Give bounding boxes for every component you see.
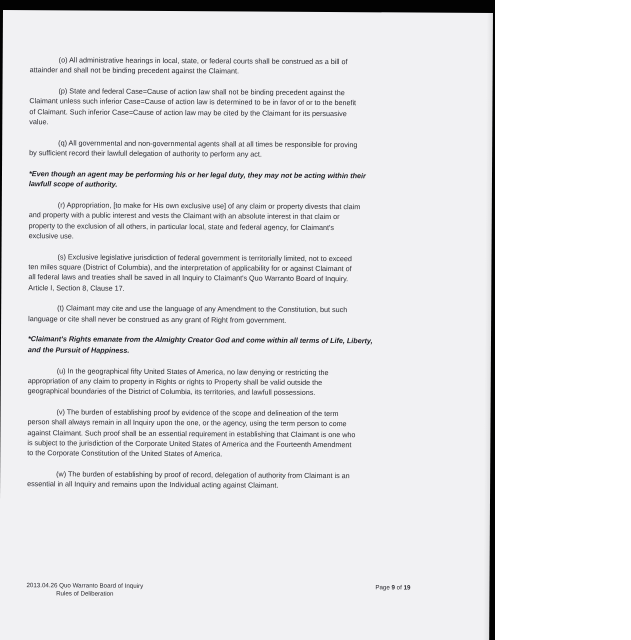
paragraph-t: (t) Claimant may cite and use the language of any Amendment to the Constitution, but such language or cite shall never be construed as any grant of Right from government. (28, 303, 348, 325)
footer-title-line-1: 2013.04.26 Quo Warranto Board of Inquiry (26, 582, 144, 590)
page-label: Page (375, 584, 392, 592)
page-of-label: of (394, 584, 404, 592)
document-body (27, 55, 448, 503)
current-page-number: 9 (391, 584, 395, 592)
paragraph-o: (o) All administrative hearings in local, state, or federal courts shall be construed as a bill of attainder and shall not be binding precedent against the Claimant. (29, 55, 348, 76)
footer-document-title (26, 582, 143, 599)
paragraph-u: (u) In the geographical fifty United States of America, no law denying or restricting the appropriation of any claim to property in Rights or rights to Property shall be valid outside the geographical boundaries of the District of Columbia, its territories, and lawfull possessions. (27, 365, 329, 398)
paragraph-v: (v) The burden of establishing proof by evidence of the scope and delineation of the term person shall always remain in all Inquiry upon the one, or the agency, using the term person to come against Claimant. Such proof shall be an essential requirement in establishing that Claimant is one who is subject to the jurisdiction of the Corporate United States of America and the Fourteenth Amendment to the Corporate Constitution of the United States of America. (27, 407, 356, 459)
paragraph-r: (r) Appropriation, [to make for His own exclusive use] of any claim or property divests that claim and property with a public interest and vests the Claimant with an absolute interest in that claim or property to the exclusion of all others, in particular local, state and federal agency, for Claimant's exclusive use. (28, 200, 361, 241)
page-footer (26, 582, 445, 598)
document-page (0, 10, 493, 640)
emphasis-note-rights: *Claimant's Rights emanate from the Almighty Creator God and come within all terms of Life, Liberty, and the Pursuit of Happiness. (27, 334, 373, 355)
paragraph-s: (s) Exclusive legislative jurisdiction of federal government is territorially limited, not to exceed ten miles square (District of Columbia), and the interpretation of applicability for or against Claimant of all federal laws and treaties shall be saved in all Inquiry to Claimant's Quo Warranto Board of Inquiry. Article I, Section 8, Clause 17. (28, 251, 352, 293)
paragraph-q: (q) All governmental and non-governmental agents shall at all times be responsible for proving by sufficient record their lawfull delegation of authority to perform any act. (29, 138, 358, 159)
page-number-indicator (375, 584, 410, 592)
paragraph-p: (p) State and federal Case=Cause of action law shall not be binding precedent against the Claimant unless such inferior Case=Cause of action law is determined to be in favor of or to the benefit of Claimant. Such inferior Case=Cause of action law may be cited by the Claimant for its persuasive value. (29, 86, 357, 127)
emphasis-note-agents: *Even though an agent may be performing his or her legal duty, they may not be acting within their lawfull scope of authority. (28, 169, 366, 189)
paragraph-w: (w) The burden of establishing by proof of record, delegation of authority from Claimant is an essential in all Inquiry and remains upon the Individual acting against Claimant. (27, 469, 350, 490)
footer-title-line-2: Rules of Deliberation (56, 590, 114, 598)
total-page-count: 19 (403, 584, 411, 592)
